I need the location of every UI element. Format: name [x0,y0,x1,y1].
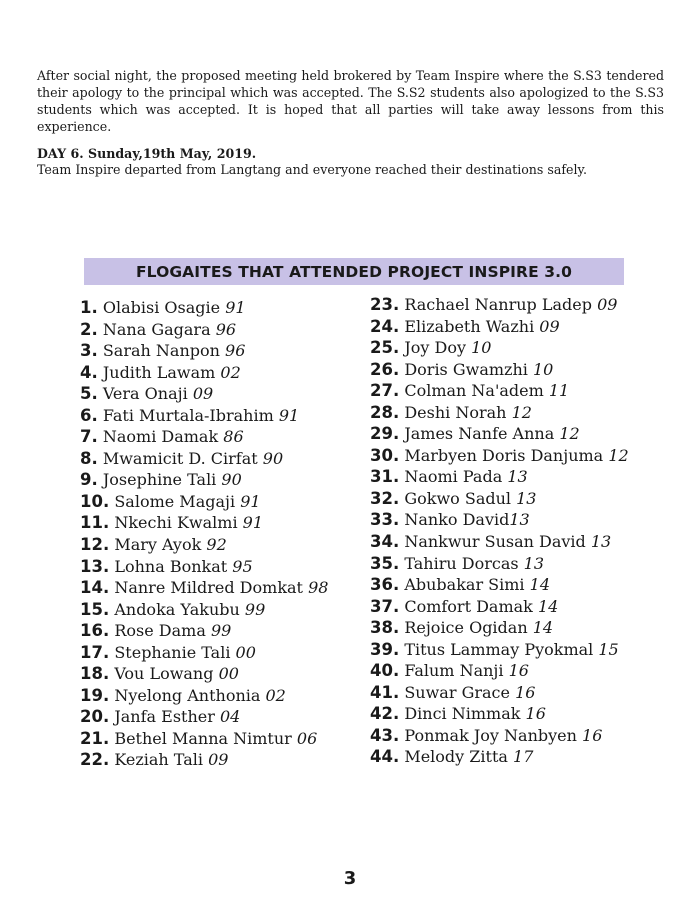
attendee-year: 17 [513,747,534,767]
attendee-item [370,316,629,338]
attendee-name: Falum Nanji [404,661,504,681]
intro-paragraph: After social night, the proposed meeting held brokered by Team Inspire where the S.S3 tendered their apology to the principal which was accepted. The S.S2 students also apologized to the S.S3 students which was accepted. It is hoped that all parties will take away lessons from this experience. [37,68,664,134]
attendee-item [370,380,629,402]
attendee-year: 13 [507,467,528,487]
attendee-number: 23. [370,295,400,314]
attendee-name: Nana Gagara [102,319,211,339]
attendee-name: Nyelong Anthonia [114,685,261,705]
attendee-year: 95 [232,556,253,576]
attendee-name: Dinci Nimmak [404,704,521,724]
attendee-item [370,596,629,618]
attendee-number: 16. [80,621,110,641]
attendee-number: 2. [80,319,98,339]
attendee-year: 09 [192,384,214,404]
attendee-name: Marbyen Doris Danjuma [404,445,604,465]
attendee-name: Rachael Nanrup Ladep [404,295,592,314]
attendee-year: 11 [548,381,570,401]
attendee-item [370,531,629,553]
attendee-item [80,620,328,642]
attendee-name: Judith Lawam [102,362,216,382]
attendee-name: Josephine Tali [102,470,217,490]
attendee-number: 21. [80,728,110,748]
attendee-name: Mary Ayok [114,535,202,555]
attendee-year: 09 [539,316,560,336]
attendee-item [80,512,328,534]
attendee-item [370,402,629,424]
attendee-year: 12 [559,424,580,444]
attendee-number: 14. [80,578,110,598]
attendee-year: 16 [508,661,529,681]
attendee-item [80,749,328,771]
attendee-item [80,534,328,556]
attendee-number: 20. [80,707,110,727]
attendee-name: Fati Murtala-Ibrahim [102,405,274,425]
attendee-name: Melody Zitta [404,747,508,767]
attendee-year: 00 [235,642,256,662]
attendee-number: 24. [370,316,400,336]
attendee-name: Doris Gwamzhi [404,359,528,379]
attendee-year: 15 [598,639,619,659]
attendee-item [80,319,328,341]
attendee-number: 30. [370,445,400,465]
attendee-year: 10 [532,359,554,379]
attendee-name: Ponmak Joy Nanbyen [404,725,577,745]
attendee-year: 90 [221,470,242,490]
attendee-year: 02 [265,685,286,705]
attendee-name: Suwar Grace [404,682,510,702]
attendee-year: 92 [206,535,227,555]
attendee-item [370,445,629,467]
attendee-item [370,337,629,359]
attendee-item [370,423,629,445]
attendee-number: 6. [80,405,98,425]
attendee-year: 91 [225,298,246,317]
attendee-name: Nanre Mildred Domkat [114,578,303,598]
attendee-number: 31. [370,467,400,487]
attendee-name: Naomi Damak [102,427,219,447]
attendee-item [80,642,328,664]
attendee-item [370,509,629,531]
attendee-year: 09 [597,295,618,314]
attendee-item [80,383,328,405]
attendee-year: 13 [516,488,537,508]
attendee-name: Titus Lammay Pyokmal [404,639,594,659]
attendee-year: 04 [219,707,241,727]
attendee-number: 37. [370,596,400,616]
attendee-name: Janfa Esther [114,707,215,727]
day6-text: Team Inspire departed from Langtang and everyone reached their destinations safely. [37,162,587,177]
attendee-number: 12. [80,535,110,555]
attendee-name: Andoka Yakubu [114,599,240,619]
attendee-item [80,685,328,707]
attendee-year: 99 [210,621,232,641]
attendee-name: Lohna Bonkat [114,556,228,576]
attendee-name: Nankwur Susan David [404,532,586,552]
attendee-number: 43. [370,725,400,745]
attendee-item [370,639,629,661]
attendee-year: 00 [218,664,239,684]
attendee-item [80,577,328,599]
attendee-number: 39. [370,639,400,659]
attendee-number: 29. [370,424,400,444]
attendee-item [80,448,328,470]
attendee-number: 40. [370,661,400,681]
attendee-number: 1. [80,298,98,317]
attendee-year: 13 [509,510,530,530]
attendee-item [370,746,629,768]
attendee-name: Rejoice Ogidan [404,618,528,638]
attendee-item [80,599,328,621]
attendee-item [370,725,629,747]
attendee-number: 22. [80,750,110,770]
attendee-item [370,703,629,725]
attendee-item [80,491,328,513]
attendee-number: 13. [80,556,110,576]
page-number: 3 [343,868,357,889]
attendee-item [370,294,629,316]
attendee-year: 91 [242,513,264,533]
attendee-year: 98 [308,578,329,598]
attendee-name: James Nanfe Anna [404,424,555,444]
attendee-name: Keziah Tali [114,750,203,770]
attendee-name: Tahiru Dorcas [404,553,519,573]
attendee-item [80,340,328,362]
attendee-number: 36. [370,575,400,595]
attendee-name: Mwamicit D. Cirfat [102,448,258,468]
attendee-name: Nkechi Kwalmi [114,513,238,533]
attendee-name: Sarah Nanpon [102,341,220,361]
attendee-item [80,706,328,728]
attendee-name: Stephanie Tali [114,642,231,662]
attendee-number: 41. [370,682,400,702]
attendee-year: 09 [208,750,229,770]
attendee-year: 99 [244,599,266,619]
attendee-number: 38. [370,618,400,638]
attendee-number: 26. [370,359,400,379]
attendee-year: 02 [220,362,241,382]
attendee-item [80,469,328,491]
attendee-item [80,426,328,448]
attendees-list-left [80,297,328,771]
attendee-name: Joy Doy [404,338,466,358]
attendee-name: Rose Dama [114,621,206,641]
attendee-item [370,466,629,488]
attendee-name: Salome Magaji [114,491,236,511]
attendee-number: 35. [370,553,400,573]
attendee-number: 15. [80,599,110,619]
attendee-year: 16 [525,704,546,724]
attendee-number: 28. [370,402,400,422]
attendee-year: 16 [582,725,603,745]
attendee-item [370,488,629,510]
attendee-year: 12 [608,445,629,465]
attendee-item [80,663,328,685]
attendee-item [370,660,629,682]
attendee-year: 96 [215,319,237,339]
attendee-number: 19. [80,685,110,705]
attendee-item [370,553,629,575]
attendee-number: 5. [80,384,98,404]
attendee-item [80,405,328,427]
attendee-number: 42. [370,704,400,724]
attendee-number: 9. [80,470,98,490]
attendee-number: 25. [370,338,400,358]
attendee-year: 90 [262,448,284,468]
attendee-item [370,617,629,639]
attendee-name: Bethel Manna Nimtur [114,728,292,748]
attendee-year: 91 [278,405,300,425]
attendee-number: 8. [80,448,98,468]
attendee-item [370,574,629,596]
attendee-year: 10 [471,338,492,358]
attendee-item [80,297,328,319]
attendee-name: Nanko David [404,510,510,530]
attendee-year: 13 [590,532,612,552]
attendee-name: Naomi Pada [404,467,503,487]
attendee-number: 3. [80,341,98,361]
attendee-number: 34. [370,532,400,552]
attendee-number: 32. [370,488,400,508]
day6-heading: DAY 6. Sunday,19th May, 2019. [37,146,257,161]
banner-title: FLOGAITES THAT ATTENDED PROJECT INSPIRE 3.0 [135,262,573,281]
attendee-number: 44. [370,747,400,767]
attendee-name: Gokwo Sadul [404,488,512,508]
attendee-year: 16 [515,682,536,702]
attendee-item [80,728,328,750]
attendee-number: 11. [80,513,110,533]
attendees-list-right [370,294,629,768]
attendee-number: 4. [80,362,98,382]
attendee-name: Comfort Damak [404,596,533,616]
attendee-name: Deshi Norah [404,402,507,422]
attendee-item [370,359,629,381]
attendee-year: 06 [296,728,318,748]
attendee-year: 86 [223,427,244,447]
attendee-year: 13 [523,553,545,573]
attendee-item [370,682,629,704]
attendees-banner [84,258,624,285]
attendee-name: Olabisi Osagie [102,298,221,317]
attendee-year: 14 [537,596,559,616]
attendee-name: Elizabeth Wazhi [404,316,535,336]
attendee-number: 10. [80,491,110,511]
attendee-item [80,556,328,578]
attendee-item [80,362,328,384]
attendee-year: 14 [532,618,554,638]
attendee-number: 27. [370,381,400,401]
attendee-number: 7. [80,427,98,447]
attendee-year: 91 [240,491,261,511]
attendee-name: Vou Lowang [114,664,214,684]
attendee-year: 12 [511,402,532,422]
attendee-year: 96 [225,341,246,361]
attendee-name: Abubakar Simi [404,575,525,595]
attendee-number: 33. [370,510,400,530]
attendee-name: Colman Na'adem [404,381,544,401]
attendee-number: 18. [80,664,110,684]
attendee-year: 14 [529,575,550,595]
attendee-number: 17. [80,642,110,662]
attendee-name: Vera Onaji [102,384,188,404]
